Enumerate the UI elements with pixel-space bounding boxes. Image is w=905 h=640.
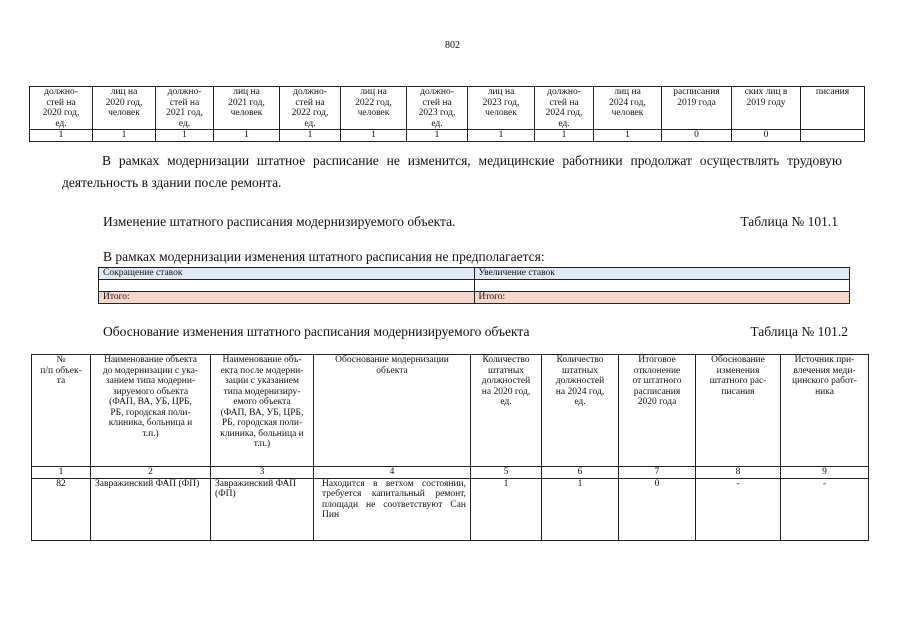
table-cell: 1 <box>594 130 662 142</box>
table-cell: 1 <box>407 130 468 142</box>
table-cell: 7 <box>619 467 696 479</box>
table-total-row <box>99 292 850 304</box>
table-cell <box>801 130 865 142</box>
table-cell: Находится в ветхом состоянии, требуется капитальный ремонт, площади не соответствуют Сан Пин <box>314 478 471 540</box>
table-header-cell: ских лиц в 2019 году <box>732 87 801 130</box>
table-cell: 6 <box>542 467 619 479</box>
table-header-row <box>30 87 865 130</box>
table-cell: 1 <box>30 130 93 142</box>
table-cell: 1 <box>280 130 341 142</box>
table-row <box>32 478 869 540</box>
table-cell: 4 <box>314 467 471 479</box>
table-header-cell: лиц на 2024 год, человек <box>594 87 662 130</box>
table-header-cell: должно- стей на 2020 год, ед. <box>30 87 93 130</box>
table-header-cell: расписания 2019 года <box>662 87 732 130</box>
table-row <box>30 130 865 142</box>
table-cell <box>474 280 850 292</box>
table-header-row <box>99 268 850 280</box>
table-cell: 0 <box>662 130 732 142</box>
staffing-justification-table <box>31 354 869 541</box>
table-cell: - <box>696 478 781 540</box>
table-cell: Завражинский ФАП (ФП) <box>211 478 314 540</box>
table-header-cell: № п/п объек- та <box>32 355 91 467</box>
staff-change-table <box>98 267 850 304</box>
table-row <box>99 280 850 292</box>
table-cell: 0 <box>732 130 801 142</box>
table-cell: 1 <box>214 130 280 142</box>
table-cell: 1 <box>156 130 214 142</box>
table-cell: 1 <box>535 130 594 142</box>
table-header-cell: лиц на 2020 год, человек <box>93 87 156 130</box>
table-header-cell: лиц на 2022 год, человек <box>341 87 407 130</box>
table-header-cell: Итоговое отклонение от штатного расписания 2020 года <box>619 355 696 467</box>
table-header-cell: Источник при- влечения меди- цинского работ- ника <box>781 355 869 467</box>
table-header-cell: Наименование объекта до модернизации с ука- занием типа модерни- зируемого объекта (ФАП, ВА, УБ, ЦРБ, РБ, городская поли- клиника, больница и т.п.) <box>91 355 211 467</box>
column-number-row <box>32 467 869 479</box>
table-cell: 1 <box>471 478 542 540</box>
table-cell: 1 <box>341 130 407 142</box>
table-header-cell: Наименование объ- екта после модерни- зации с указанием типа модернизиру- емого объекта (ФАП, ВА, УБ, ЦРБ, РБ, городская поли- клиника, больница и т.п.) <box>211 355 314 467</box>
table-header-cell: Обоснование модернизации объекта <box>314 355 471 467</box>
table-cell: 2 <box>91 467 211 479</box>
page-number: 802 <box>445 40 460 51</box>
table-number: Таблица № 101.2 <box>750 324 848 339</box>
table-cell: 1 <box>542 478 619 540</box>
table-cell: 8 <box>696 467 781 479</box>
table-header-cell: Количество штатных должностей на 2020 год, ед. <box>471 355 542 467</box>
increase-header: Увеличение ставок <box>474 268 850 280</box>
table-cell <box>99 280 475 292</box>
table-header-cell: писания <box>801 87 865 130</box>
table-header-cell: лиц на 2021 год, человек <box>214 87 280 130</box>
table-cell: 1 <box>93 130 156 142</box>
table-header-cell: должно- стей на 2023 год, ед. <box>407 87 468 130</box>
table-cell: Завражинский ФАП (ФП) <box>91 478 211 540</box>
table-header-cell: Количество штатных должностей на 2024 год, ед. <box>542 355 619 467</box>
table-header-cell: Обоснование изменения штатного рас- писания <box>696 355 781 467</box>
table-cell: 82 <box>32 478 91 540</box>
table-cell: 3 <box>211 467 314 479</box>
reduction-total: Итого: <box>99 292 475 304</box>
table-caption: Обоснование изменения штатного расписания модернизируемого объекта <box>103 324 530 339</box>
table-cell: 9 <box>781 467 869 479</box>
table-header-row <box>32 355 869 467</box>
table-cell: 1 <box>32 467 91 479</box>
staffing-continuation-table <box>29 86 865 142</box>
increase-total: Итого: <box>474 292 850 304</box>
table-header-cell: должно- стей на 2022 год, ед. <box>280 87 341 130</box>
table-number: Таблица № 101.1 <box>740 214 838 229</box>
body-paragraph: В рамках модернизации штатное расписание не изменится, медицинские работники продолжат осуществлять трудовую деятельность в здании после ремонта. <box>62 153 842 190</box>
table-cell: - <box>781 478 869 540</box>
table-header-cell: должно- стей на 2024 год, ед. <box>535 87 594 130</box>
reduction-header: Сокращение ставок <box>99 268 475 280</box>
table-cell: 5 <box>471 467 542 479</box>
table-header-cell: лиц на 2023 год, человек <box>468 87 535 130</box>
table-cell: 1 <box>468 130 535 142</box>
table-header-cell: должно- стей на 2021 год, ед. <box>156 87 214 130</box>
table-cell: 0 <box>619 478 696 540</box>
table-caption: Изменение штатного расписания модернизируемого объекта. <box>103 214 456 229</box>
body-paragraph: В рамках модернизации изменения штатного расписания не предполагается: <box>103 249 545 264</box>
